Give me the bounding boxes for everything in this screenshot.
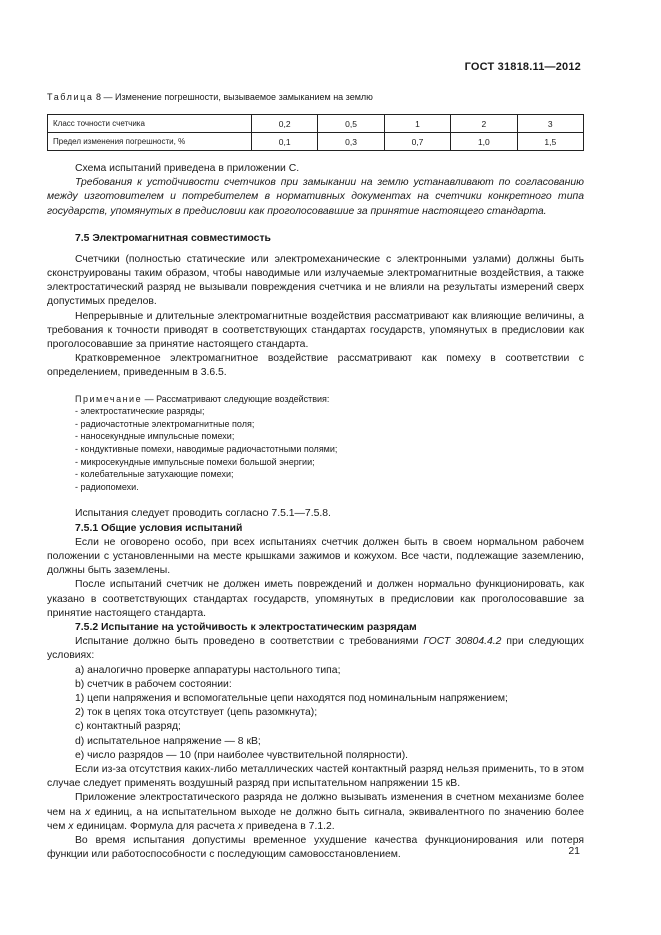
list-item: c) контактный разряд; [75, 721, 181, 733]
list-item: - микросекундные импульсные помехи большой энергии; [75, 456, 315, 467]
paragraph: Кратковременное электромагнитное воздействие рассматривают как помеху в соответствии с определением, приведенным в 3.6.5. [47, 353, 584, 379]
text-run: единицам. Формула для расчета [73, 820, 238, 832]
list-item: - колебательные затухающие помехи; [75, 469, 234, 480]
table-cell: 0,7 [384, 133, 450, 151]
list-item: - наносекундные импульсные помехи; [75, 431, 235, 442]
table-caption [47, 92, 373, 102]
paragraph: Непрерывные и длительные электромагнитные воздействия рассматривают как влияющие величины, а требования к точности приводят в соответствующих стандартах государств, упомянутых в предисловии как проголосовавшие за принятие настоящего стандарта. [47, 310, 584, 351]
text-run: единиц, а на испытательном выходе не должно быть сигнала, эквивалентного по значению более чем [47, 806, 584, 832]
page-number: 21 [568, 845, 580, 857]
paragraph: Счетчики (полностью статические или электромеханические с электронными узлами) должны быть сконструированы таким образом, чтобы наводимые или излучаемые электромагнитные воздействия, а также электростатический разряд не вызывали повреждения счетчика и не влияли на результаты измерений сверх допустимых пределов. [47, 253, 584, 308]
table-cell: 1,5 [517, 133, 583, 151]
paragraph: Испытания следует проводить согласно 7.5.1—7.5.8. [75, 508, 331, 520]
text-run: приведена в 7.1.2. [242, 820, 335, 832]
table-cell: 0,5 [318, 115, 384, 133]
table-cell: 1 [384, 115, 450, 133]
table-caption-label: Таблица [47, 92, 94, 102]
list-item: - радиочастотные электромагнитные поля; [75, 418, 255, 429]
table-cell: 2 [451, 115, 517, 133]
list-item: - электростатические разряды; [75, 406, 205, 417]
table-row [48, 115, 584, 133]
paragraph [47, 635, 584, 663]
table-caption-number: 8 [96, 92, 102, 102]
list-item: e) число разрядов — 10 (при наиболее чувствительной полярности). [75, 749, 409, 761]
note-label: Примечание [75, 393, 143, 404]
standard-reference: ГОСТ 30804.4.2 [423, 636, 502, 648]
paragraph: Если из-за отсутствия каких-либо металлических частей контактный разряд нельзя применить, то в этом случае следует применять воздушный разряд при испытательном напряжении 15 кВ. [47, 764, 584, 790]
paragraph: Во время испытания допустимы временное ухудшение качества функционирования или потеря функции или работоспособности с последующим самовосстановлением. [47, 835, 584, 861]
list-item: 1) цепи напряжения и вспомогательные цепи находятся под номинальным напряжением; [75, 693, 508, 705]
paragraph [47, 791, 584, 834]
table-cell: 3 [517, 115, 583, 133]
variable: x [85, 806, 91, 818]
table-cell: 0,2 [252, 115, 318, 133]
list-item: d) испытательное напряжение — 8 кВ; [75, 735, 261, 747]
paragraph: После испытаний счетчик не должен иметь повреждений и должен нормально функционировать, как указано в соответствующих стандартах государств, упомянутых в предисловии как проголосовавшие за принятие настоящего стандарта. [47, 579, 584, 619]
paragraph: Схема испытаний приведена в приложении С. [75, 163, 300, 174]
list-item: b) счетчик в рабочем состоянии: [75, 678, 232, 690]
table-caption-text: — Изменение погрешности, вызываемое замыканием на землю [103, 92, 373, 102]
note-head [47, 393, 584, 406]
table-row-label: Класс точности счетчика [48, 115, 252, 133]
table-row-label: Предел изменения погрешности, % [48, 133, 252, 151]
accuracy-table [47, 114, 584, 151]
list-item: - кондуктивные помехи, наводимые радиочастотными полями; [75, 444, 338, 455]
text-run: Приложение электростатического разряда не должно вызывать изменения в счетном механизме более чем на [47, 792, 584, 818]
variable: x [68, 820, 74, 832]
variable: x [237, 820, 243, 832]
note-text: — Рассматривают следующие воздействия: [142, 393, 330, 404]
text-run: при следующих условиях: [47, 636, 584, 662]
table-cell: 1,0 [451, 133, 517, 151]
list-item: а) аналогично проверке аппаратуры настольного типа; [75, 664, 341, 676]
table-row [48, 133, 584, 151]
note-list [47, 405, 584, 493]
note-block [47, 393, 584, 494]
conditions-list [47, 664, 584, 763]
section-heading-7-5: 7.5 Электромагнитная совместимость [75, 232, 271, 244]
document-body [47, 162, 584, 862]
text-run: Испытание должно быть проведено в соответствии с требованиями [75, 636, 424, 648]
section-heading-7-5-1: 7.5.1 Общие условия испытаний [75, 522, 243, 534]
list-item: - радиопомехи. [75, 481, 139, 492]
paragraph: Если не оговорено особо, при всех испытаниях счетчик должен быть в своем нормальном рабочем положении с установленными на месте крышками зажимов и кожухом. Все части, подлежащие заземлению, должны быть заземлены. [47, 536, 584, 577]
list-item: 2) ток в цепях тока отсутствует (цепь разомкнута); [75, 707, 318, 719]
table-cell: 0,1 [252, 133, 318, 151]
table-cell: 0,3 [318, 133, 384, 151]
standard-number: ГОСТ 31818.11—2012 [464, 61, 581, 73]
paragraph: Требования к устойчивости счетчиков при замыкании на землю устанавливают по согласованию между изготовителем и потребителем в нормативных документах на счетчики конкретного типа государств, упомянутых в предисловии как проголосовавшие за принятие настоящего стандарта. [47, 177, 584, 217]
section-heading-7-5-2: 7.5.2 Испытание на устойчивость к электростатическим разрядам [75, 622, 417, 634]
